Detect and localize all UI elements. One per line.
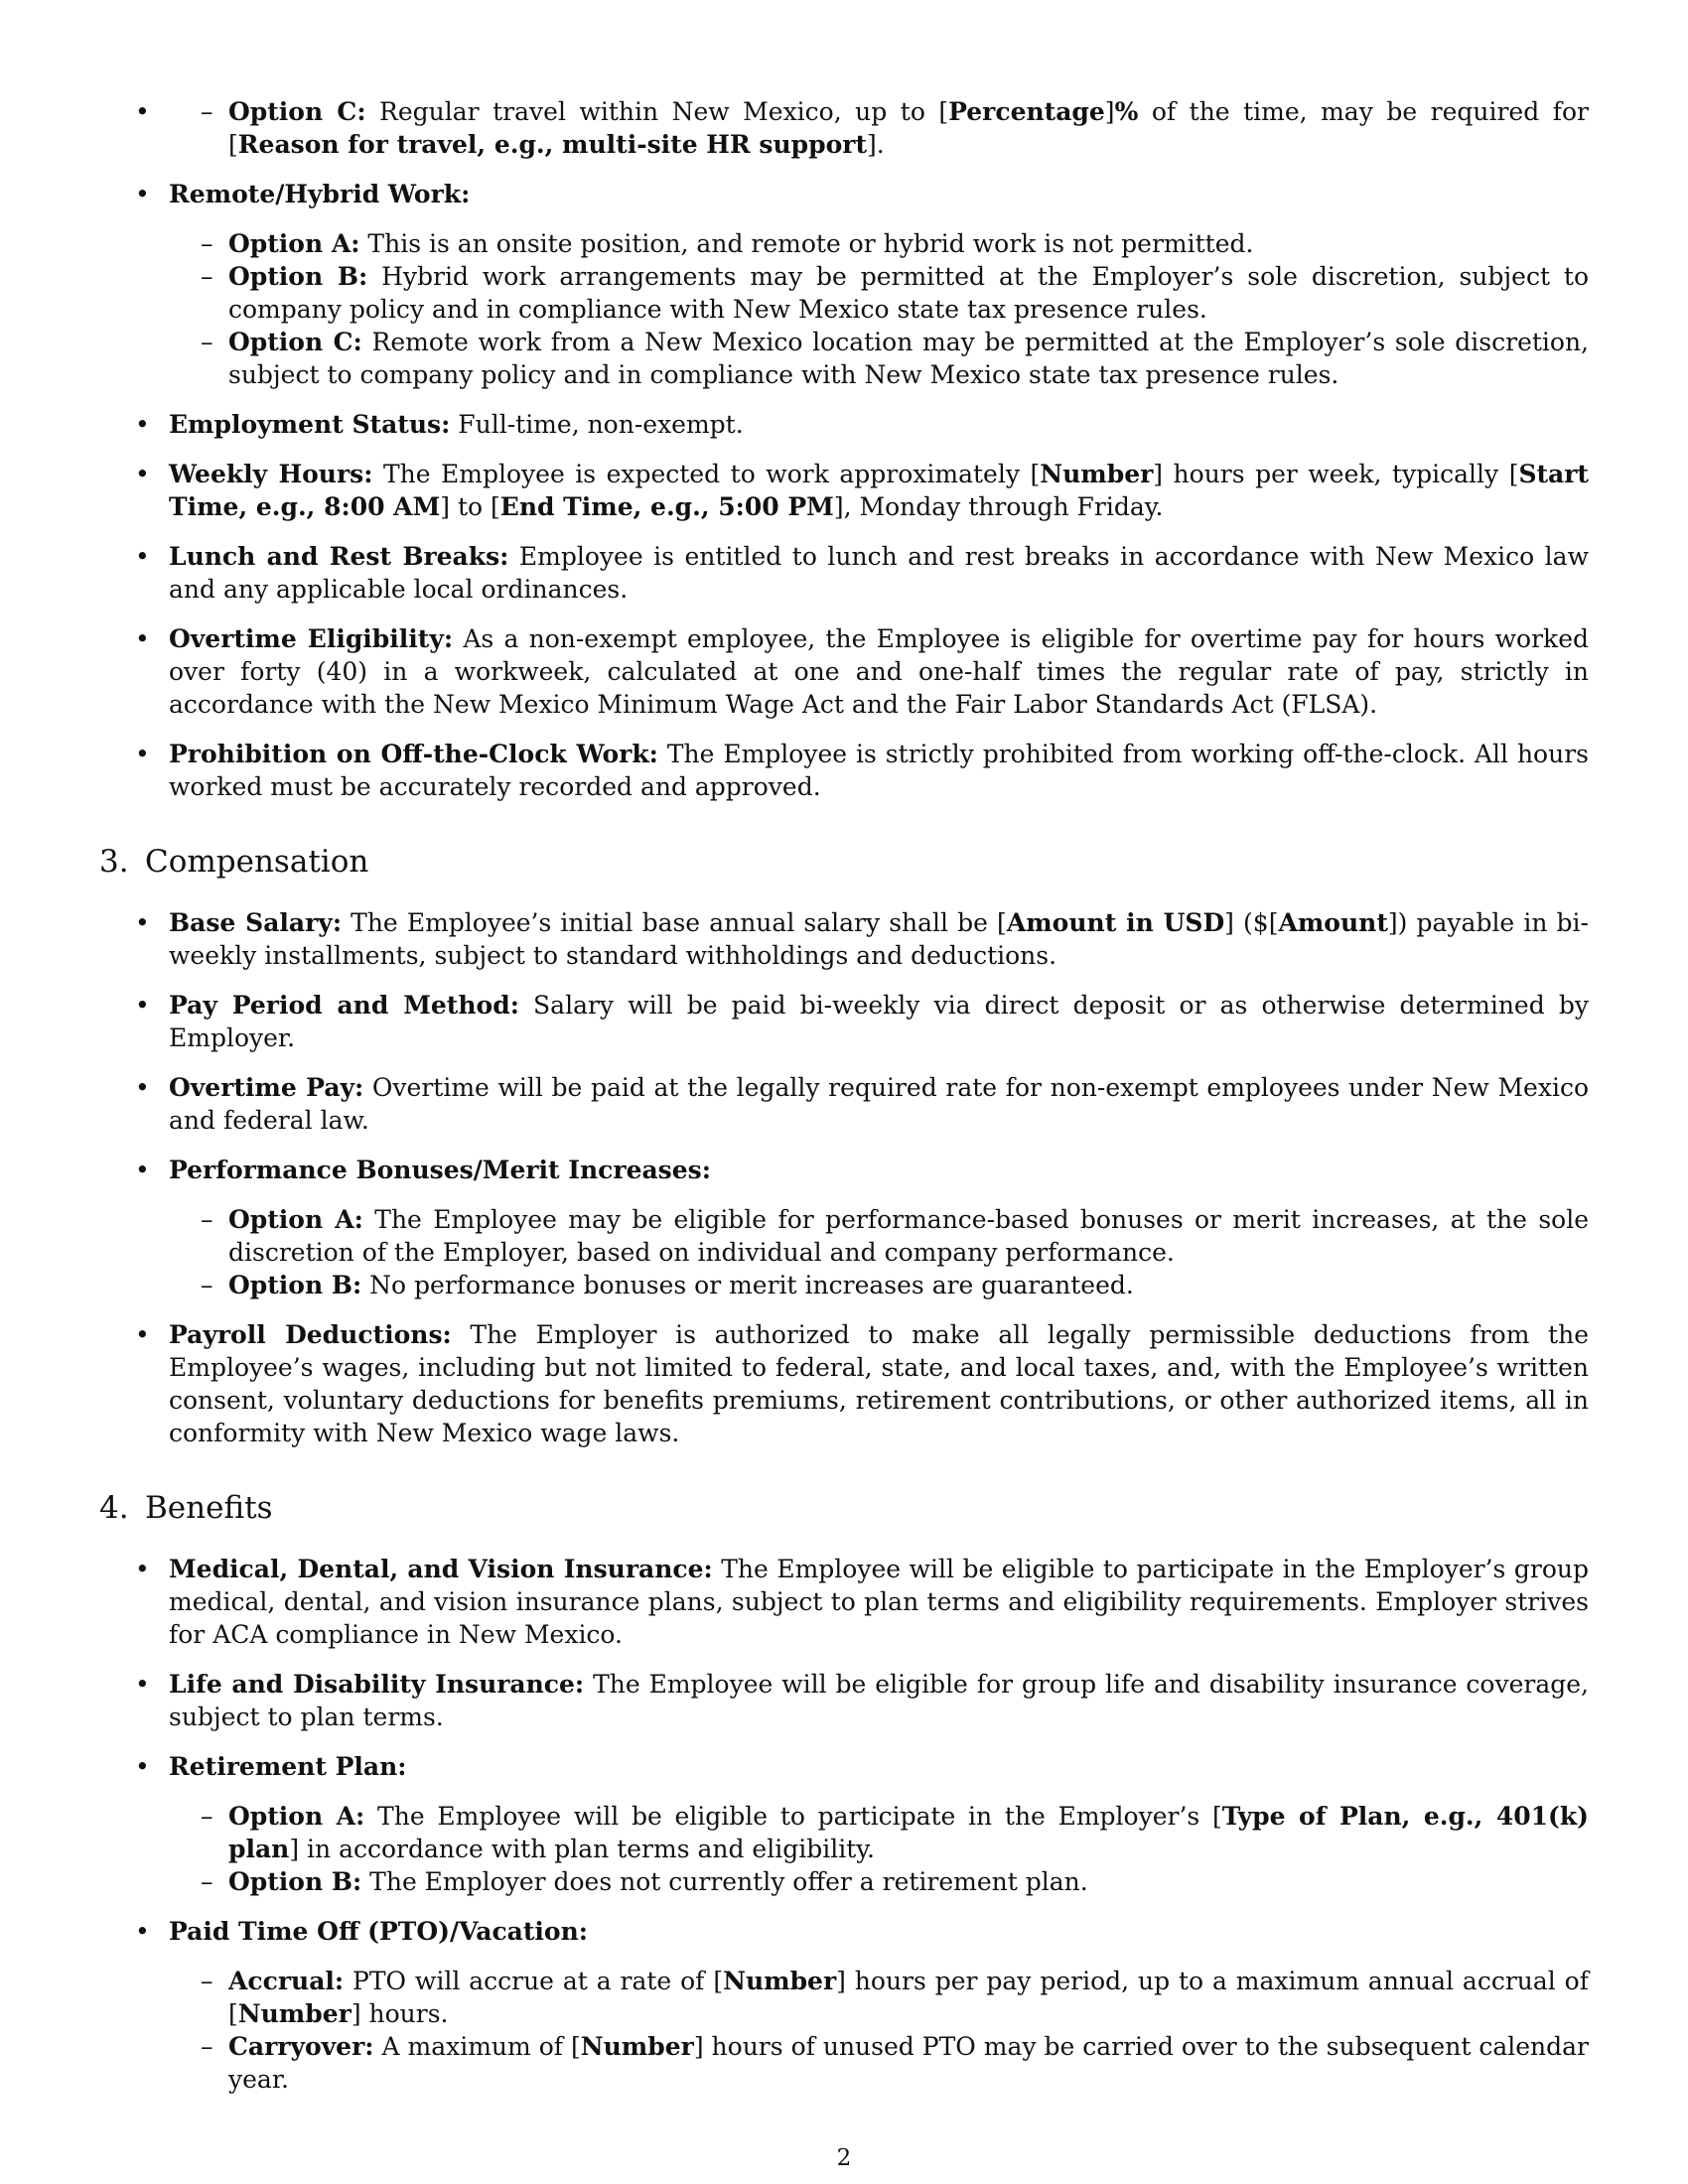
page-body [99, 95, 1589, 2113]
payroll-deductions-item: • Payroll Deductions: The Employer is authorized to make all legally permissible deductions from the Employee’s wages, including but not limited to federal, state, and local taxes, and, with the Employee’s written consent, voluntary deductions for benefits premiums, retirement contributions, or other authorized items, all in conformity with New Mexico wage laws. [99, 1318, 1589, 1449]
remote-hybrid-item: • Remote/Hybrid Work: – Option A: This is an onsite position, and remote or hybrid work is not permitted. – Option B: Hybrid work arrangements may be permitted at the Employer’s sole discretion, subject to company policy and in compliance with New Mexico state tax presence rules. – Option C: Remote work from a New Mexico location may be permitted at the Employer’s sole discretion, subject to company policy and in compliance with New Mexico state tax presence rules. [99, 178, 1589, 391]
travel-continued [99, 95, 1589, 161]
remote-option-b: – Option B: Hybrid work arrangements may be permitted at the Employer’s sole discretion, subject to company policy and in compliance with New Mexico state tax presence rules. [169, 260, 1589, 326]
remote-options [169, 227, 1589, 391]
pto-carryover: – Carryover: A maximum of [Number] hours of unused PTO may be carried over to the subsequent calendar year. [169, 2030, 1589, 2096]
retirement-options [169, 1800, 1589, 1898]
weekly-hours-item: • Weekly Hours: The Employee is expected to work approximately [Number] hours per week, typically [Start Time, e.g., 8:00 AM] to [End Time, e.g., 5:00 PM], Monday through Friday. [99, 458, 1589, 523]
life-disability-item: • Life and Disability Insurance: The Employee will be eligible for group life and disability insurance coverage, subject to plan terms. [99, 1668, 1589, 1733]
overtime-pay-item: • Overtime Pay: Overtime will be paid at the legally required rate for non-exempt employees under New Mexico and federal law. [99, 1071, 1589, 1137]
bonus-options [169, 1203, 1589, 1301]
page-number: 2 [836, 2145, 852, 2171]
bonuses-item: • Performance Bonuses/Merit Increases: – Option A: The Employee may be eligible for performance-based bonuses or merit increases, at the sole discretion of the Employer, based on individual and company performance. – Option B: No performance bonuses or merit increases are guaranteed. [99, 1154, 1589, 1301]
remote-option-c: – Option C: Remote work from a New Mexico location may be permitted at the Employer’s sole discretion, subject to company policy and in compliance with New Mexico state tax presence rules. [169, 326, 1589, 391]
pay-period-item: • Pay Period and Method: Salary will be paid bi-weekly via direct deposit or as otherwise determined by Employer. [99, 989, 1589, 1054]
benefits-list [99, 1553, 1589, 2096]
travel-option-c: – • Option C: Regular travel within New Mexico, up to [Percentage]% of the time, may be required for [Reason for travel, e.g., multi-site HR support]. [169, 95, 1589, 161]
employment-status-item: • Employment Status: Full-time, non-exempt. [99, 408, 1589, 441]
bonus-option-a: – Option A: The Employee may be eligible for performance-based bonuses or merit increases, at the sole discretion of the Employer, based on individual and company performance. [169, 1203, 1589, 1269]
lunch-breaks-item: • Lunch and Rest Breaks: Employee is entitled to lunch and rest breaks in accordance with New Mexico law and any applicable local ordinances. [99, 540, 1589, 606]
retirement-option-b: – Option B: The Employer does not currently offer a retirement plan. [169, 1865, 1589, 1898]
work-location-list [99, 95, 1589, 803]
medical-insurance-item: • Medical, Dental, and Vision Insurance: The Employee will be eligible to participate in the Employer’s group medical, dental, and vision insurance plans, subject to plan terms and eligibility requirements. Employer strives for ACA compliance in New Mexico. [99, 1553, 1589, 1651]
off-clock-item: • Prohibition on Off-the-Clock Work: The Employee is strictly prohibited from working off-the-clock. All hours worked must be accurately recorded and approved. [99, 738, 1589, 803]
retirement-plan-item: • Retirement Plan: – Option A: The Employee will be eligible to participate in the Employer’s [Type of Plan, e.g., 401(k) plan] in accordance with plan terms and eligibility. – Option B: The Employer does not currently offer a retirement plan. [99, 1750, 1589, 1898]
pto-accrual: – Accrual: PTO will accrue at a rate of [Number] hours per pay period, up to a maximum annual accrual of [Number] hours. [169, 1965, 1589, 2030]
base-salary-item: • Base Salary: The Employee’s initial base annual salary shall be [Amount in USD] ($[Amount]) payable in bi-weekly installments, subject to standard withholdings and deductions. [99, 906, 1589, 972]
section-3-heading: 3. Compensation [99, 844, 369, 880]
section-4-heading: 4. Benefits [99, 1490, 273, 1526]
compensation-list [99, 906, 1589, 1449]
retirement-option-a: – Option A: The Employee will be eligible to participate in the Employer’s [Type of Plan, e.g., 401(k) plan] in accordance with plan terms and eligibility. [169, 1800, 1589, 1865]
remote-option-a: – Option A: This is an onsite position, and remote or hybrid work is not permitted. [169, 227, 1589, 260]
bonus-option-b: – Option B: No performance bonuses or merit increases are guaranteed. [169, 1269, 1589, 1301]
travel-options [169, 95, 1589, 161]
overtime-eligibility-item: • Overtime Eligibility: As a non-exempt employee, the Employee is eligible for overtime pay for hours worked over forty (40) in a workweek, calculated at one and one-half times the regular rate of pay, strictly in accordance with the New Mexico Minimum Wage Act and the Fair Labor Standards Act (FLSA). [99, 622, 1589, 721]
pto-details [169, 1965, 1589, 2096]
pto-item: • Paid Time Off (PTO)/Vacation: – Accrual: PTO will accrue at a rate of [Number] hours per pay period, up to a maximum annual accrual of [Number] hours. – Carryover: A maximum of [Number] hours of unused PTO may be carried over to the subsequent calendar year. [99, 1915, 1589, 2096]
